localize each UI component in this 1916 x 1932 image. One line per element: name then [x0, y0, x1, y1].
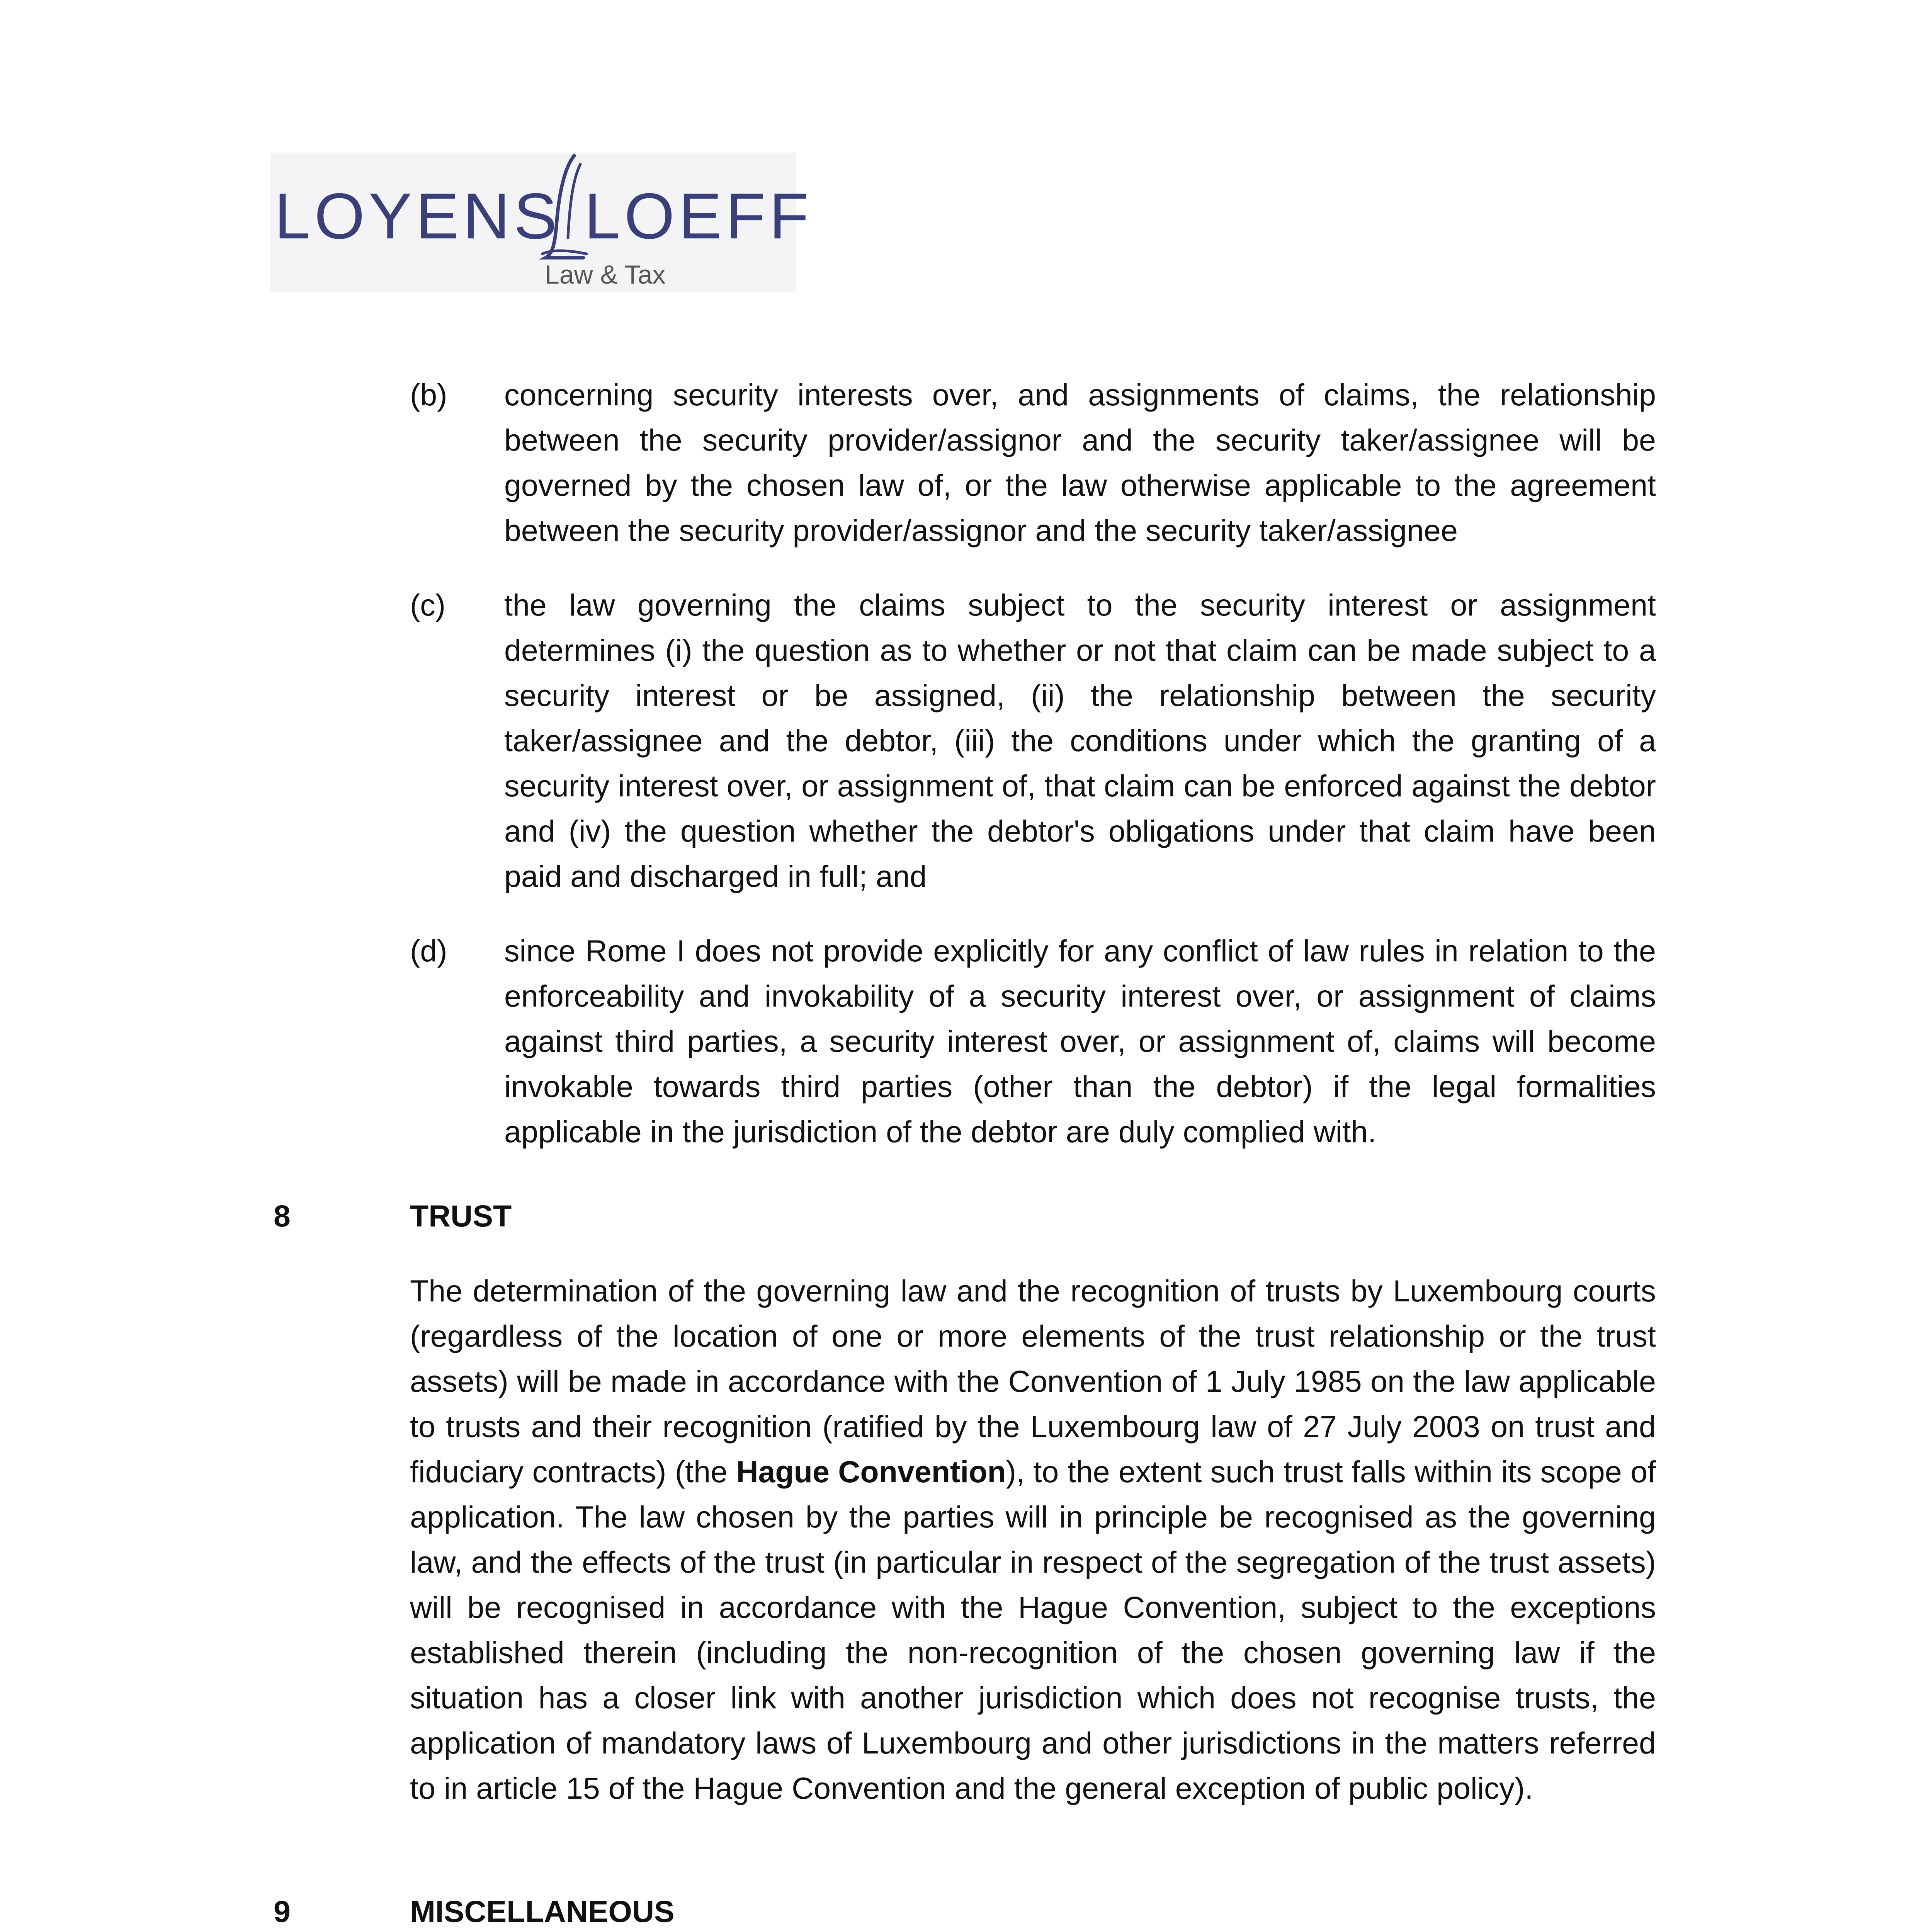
section-number: 8 — [274, 1199, 291, 1233]
list-item-text: since Rome I does not provide explicitly for any conflict of law rules in relation to the enforceability and invokability of a security interest over, or assignment of claims against third parties, a security interest over, or assignment of, claims will become invokable towards third parties (other than the debtor) if the legal formalities applicable in the jurisdiction of the debtor are duly complied with. — [504, 934, 1656, 1149]
logo-word-right: LOEFF — [584, 180, 813, 252]
list-item-text: the law governing the claims subject to the security interest or assignment determines (i) the question as to whether or not that claim can be made subject to a security interest or be assigned, (ii) the relationship between the security taker/assignee and the debtor, (iii) the conditions under which the granting of a security interest over, or assignment of, that claim can be enforced against the debtor and (iv) the question whether the debtor's obligations under that claim have been paid and discharged in full; and — [504, 588, 1656, 893]
list-item-b — [410, 372, 1656, 553]
trust-text-end: ), to the extent such trust falls within its scope of application. The law chosen by the parties will in principle be recognised as the governing law, and the effects of the trust (in particular in respect of the segregation of the trust assets) will be recognised in accordance with the Hague Convention, subject to the exceptions established therein (including the non-recognition of the chosen governing law if the situation has a closer link with another jurisdiction which does not recognise trusts, the application of mandatory laws of Luxembourg and other jurisdictions in the matters referred to in article 15 of the Hague Convention and the general exception of public policy). — [410, 1454, 1656, 1805]
list-item-d — [410, 928, 1656, 1154]
section-number: 9 — [274, 1894, 291, 1929]
logo-tagline: Law & Tax — [545, 260, 666, 289]
logo-monogram-icon — [537, 153, 591, 265]
section-heading-9 — [274, 1889, 1656, 1932]
section-heading-8 — [274, 1193, 1656, 1238]
defined-term-hague-convention: Hague Convention — [736, 1454, 1006, 1489]
list-item-label: (b) — [410, 378, 447, 412]
list-item-label: (d) — [410, 934, 447, 968]
logo-word-left: LOYENS — [274, 180, 561, 252]
trust-text-start: The determination of the governing law and the recognition of trusts by Luxembourg courts (regardless of the location of one or more elements of the trust relationship or the trust assets) will be made in accordance with the Convention of 1 July 1985 on the law applicable to trusts and their recognition (ratified by the Luxembourg law of 27 July 2003 on trust and fiduciary contracts) (the — [410, 1274, 1656, 1489]
section-title: TRUST — [410, 1199, 512, 1233]
firm-logo — [270, 153, 813, 292]
section-title: MISCELLANEOUS — [410, 1894, 675, 1929]
list-item-c — [410, 582, 1656, 899]
list-item-text: concerning security interests over, and assignments of claims, the relationship between the security provider/assignor and the security taker/assignee will be governed by the chosen law of, or the law otherwise applicable to the agreement between the security provider/assignor and the security taker/assignee — [504, 378, 1656, 548]
trust-paragraph — [410, 1268, 1656, 1811]
list-item-label: (c) — [410, 588, 446, 622]
